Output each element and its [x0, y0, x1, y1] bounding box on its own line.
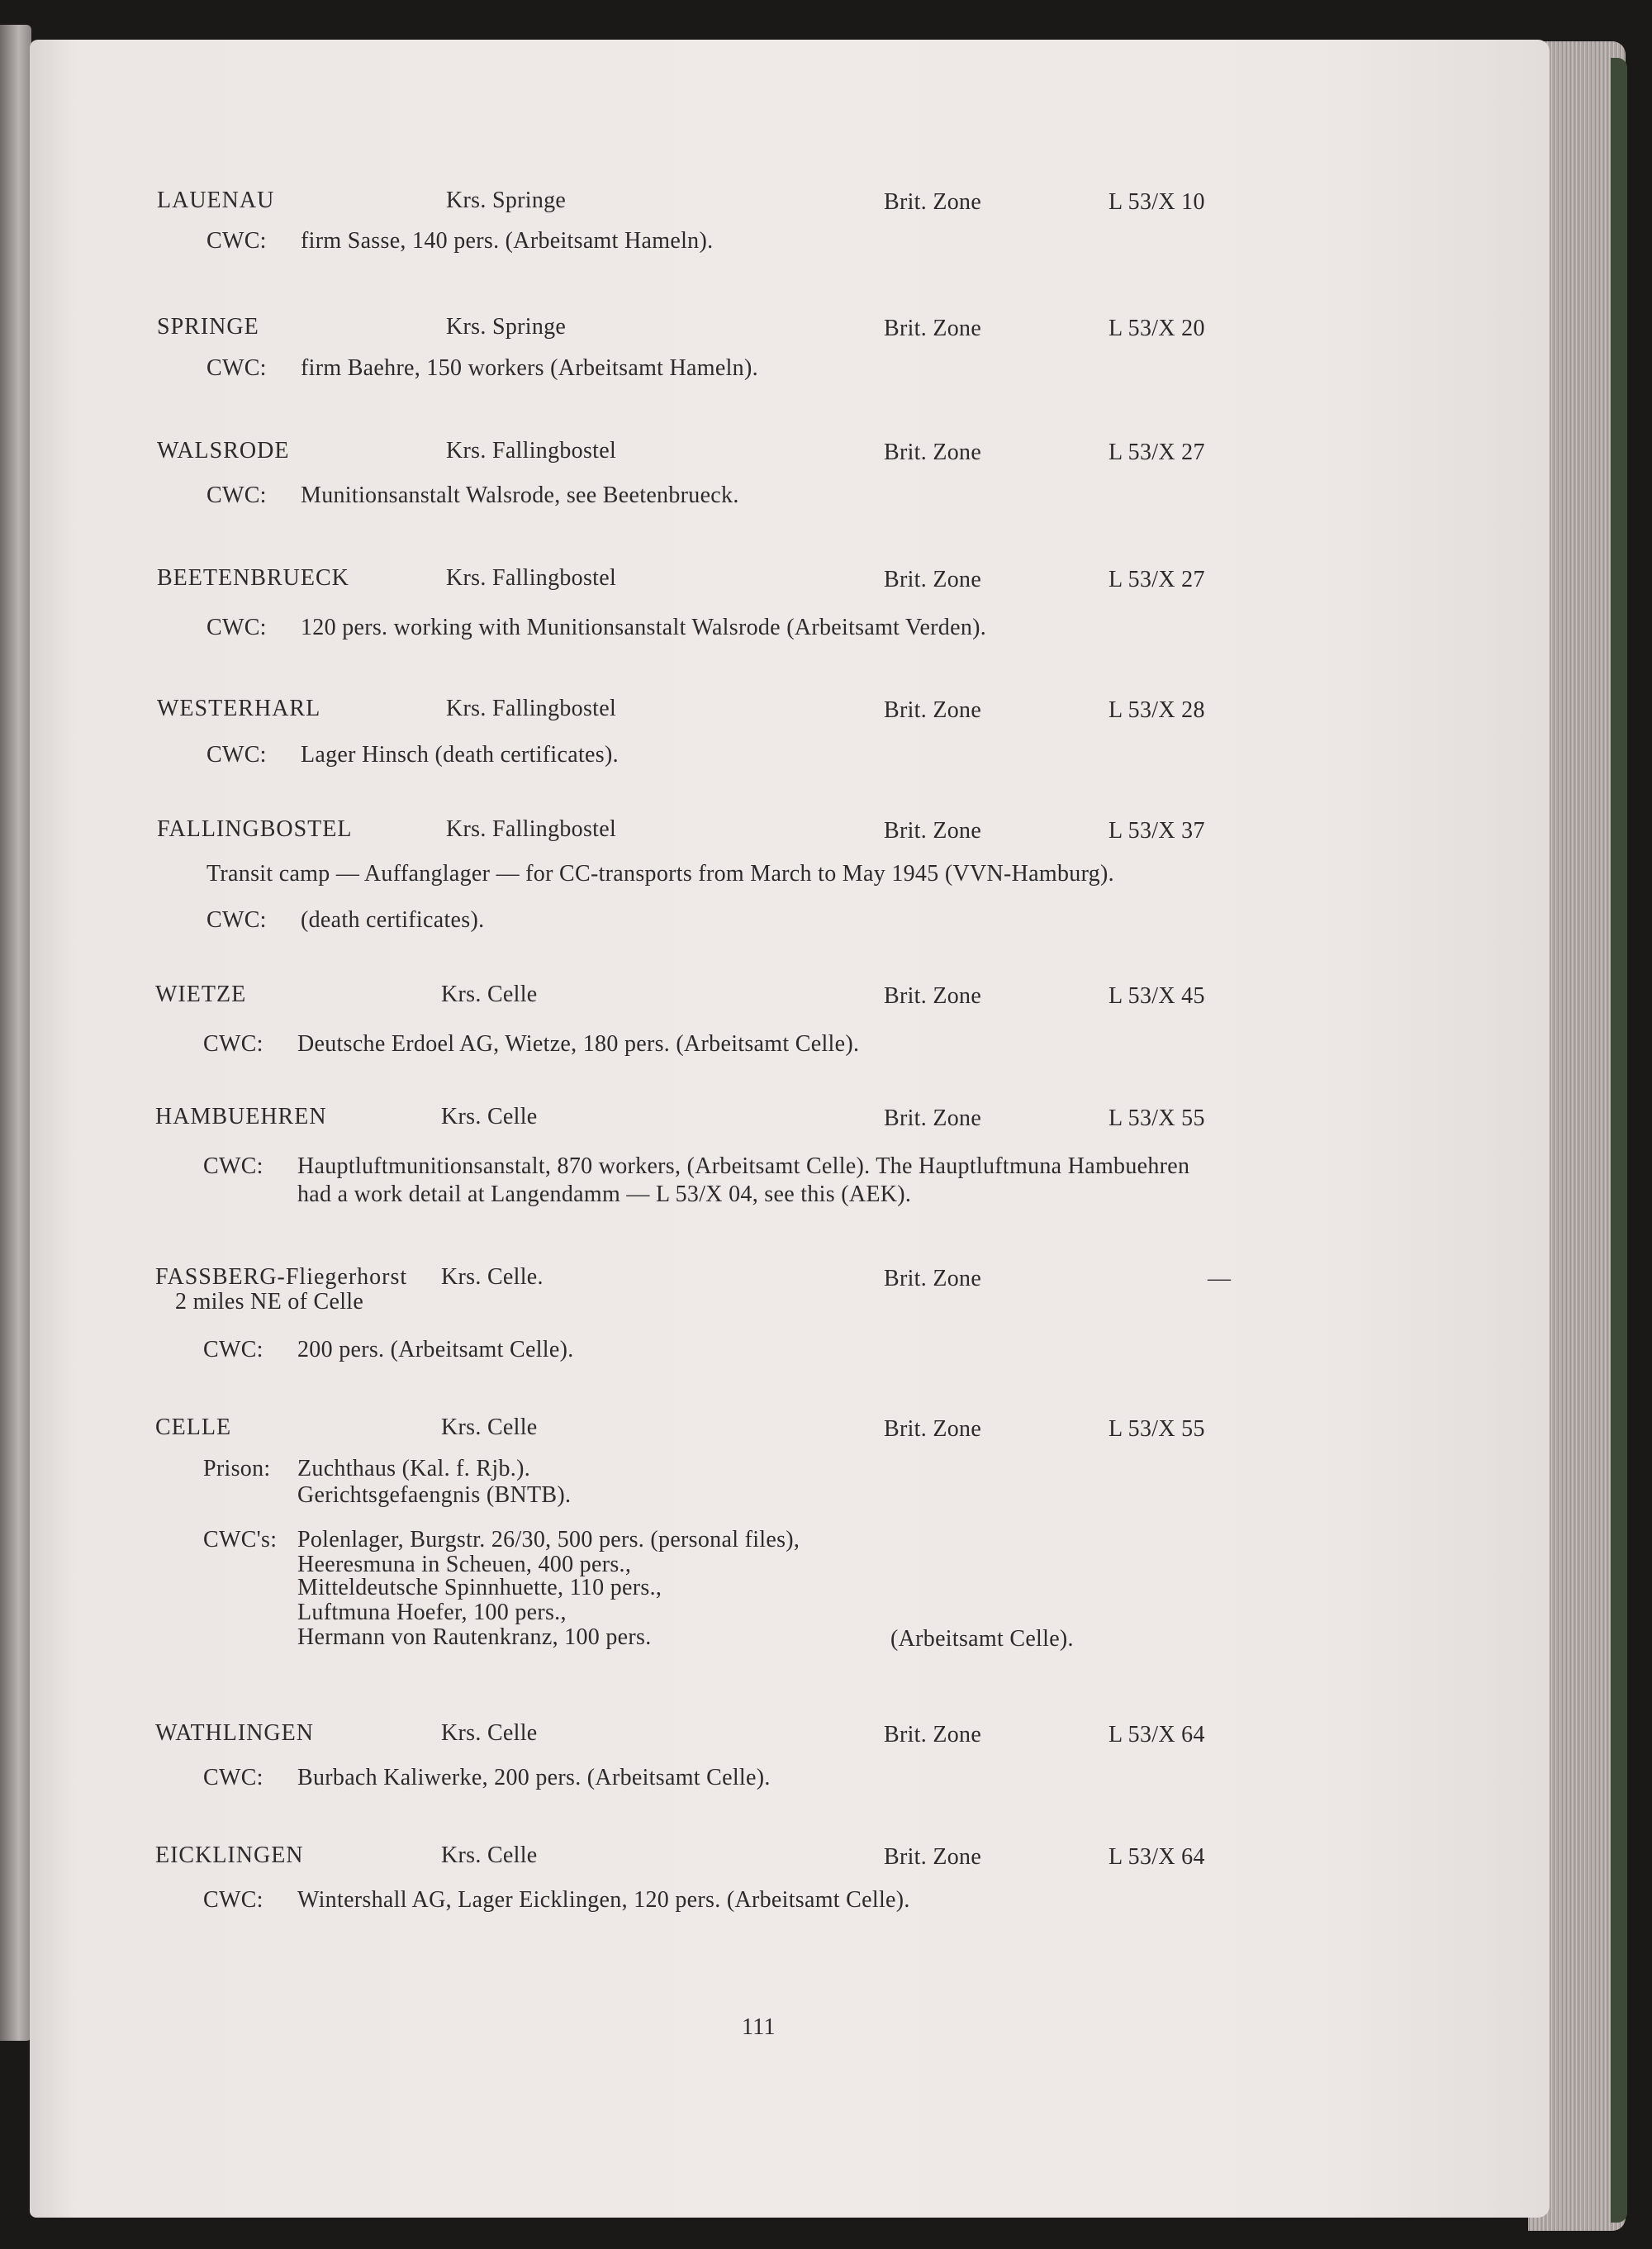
entry-line-text: Munitionsanstalt Walsrode, see Beetenbrueck.: [301, 483, 739, 508]
entry-district: Krs. Celle: [441, 1720, 538, 1746]
entry-line-label: CWC:: [206, 483, 267, 508]
entry-place-name: SPRINGE: [157, 314, 259, 340]
entry-zone: Brit. Zone: [884, 1105, 982, 1131]
entry-line-label: CWC:: [203, 1887, 263, 1913]
entry-place-name: WALSRODE: [157, 438, 290, 464]
entry-side-note: (Arbeitsamt Celle).: [890, 1626, 1074, 1652]
entry-district: Krs. Fallingbostel: [446, 816, 617, 842]
entry-line-text: Lager Hinsch (death certificates).: [301, 742, 619, 768]
entry-district: Krs. Fallingbostel: [446, 696, 617, 721]
entry-place-name: BEETENBRUECK: [157, 565, 349, 591]
entry-line-label: CWC:: [206, 615, 267, 640]
entry-place-name: FASSBERG-Fliegerhorst: [155, 1264, 408, 1290]
entry-code: L 53/X 28: [1108, 697, 1205, 723]
entry-line-label: CWC:: [203, 1031, 263, 1057]
entry-district: Krs. Springe: [446, 314, 567, 340]
entry-zone: Brit. Zone: [884, 983, 982, 1009]
entry-district: Krs. Celle: [441, 1415, 538, 1440]
entry-zone: Brit. Zone: [884, 1844, 982, 1870]
entry-line-text: firm Baehre, 150 workers (Arbeitsamt Hameln).: [301, 355, 758, 381]
entry-zone: Brit. Zone: [884, 697, 982, 723]
entry-place-name: WIETZE: [155, 982, 247, 1007]
entry-line-text: Hermann von Rautenkranz, 100 pers.: [297, 1624, 652, 1650]
entry-line-text: (death certificates).: [301, 907, 485, 933]
entry-line-text: Zuchthaus (Kal. f. Rjb.).: [297, 1456, 530, 1481]
entry-note: Transit camp — Auffanglager — for CC-transports from March to May 1945 (VVN-Hamburg).: [206, 861, 1114, 887]
entry-line-text: Polenlager, Burgstr. 26/30, 500 pers. (personal files),: [297, 1527, 800, 1552]
entry-district: Krs. Fallingbostel: [446, 565, 617, 591]
entry-line-text: Hauptluftmunitionsanstalt, 870 workers, (Arbeitsamt Celle). The Hauptluftmuna Hambuehren: [297, 1153, 1190, 1179]
entry-place-name: WESTERHARL: [157, 696, 321, 721]
entry-line-label: CWC:: [203, 1765, 263, 1790]
entry-code: L 53/X 37: [1108, 818, 1205, 844]
entry-line-label: CWC:: [206, 228, 267, 254]
entry-line-label: CWC's:: [203, 1527, 278, 1552]
entry-zone: Brit. Zone: [884, 189, 982, 215]
entry-zone: Brit. Zone: [884, 440, 982, 465]
entry-zone: Brit. Zone: [884, 1416, 982, 1442]
entry-zone: Brit. Zone: [884, 1722, 982, 1747]
entry-district: Krs. Celle: [441, 1104, 538, 1129]
entry-place-name: LAUENAU: [157, 188, 275, 213]
entry-district: Krs. Celle.: [441, 1264, 544, 1290]
entry-line-text: Wintershall AG, Lager Eicklingen, 120 pers. (Arbeitsamt Celle).: [297, 1887, 910, 1913]
entry-line-text: Luftmuna Hoefer, 100 pers.,: [297, 1600, 567, 1625]
page-number: 111: [742, 2014, 776, 2040]
entry-code: L 53/X 27: [1108, 567, 1205, 592]
entry-line-label: CWC:: [203, 1153, 263, 1179]
entry-zone: Brit. Zone: [884, 1266, 982, 1291]
entry-line-label: Prison:: [203, 1456, 271, 1481]
entry-code: L 53/X 55: [1108, 1416, 1205, 1442]
entry-code: L 53/X 64: [1108, 1844, 1205, 1870]
entry-line-text: had a work detail at Langendamm — L 53/X 04, see this (AEK).: [297, 1182, 912, 1207]
entry-code: L 53/X 45: [1108, 983, 1205, 1009]
entry-zone: Brit. Zone: [884, 567, 982, 592]
entry-subname: 2 miles NE of Celle: [175, 1289, 364, 1315]
entry-district: Krs. Springe: [446, 188, 567, 213]
entry-line-text: Mitteldeutsche Spinnhuette, 110 pers.,: [297, 1575, 662, 1600]
entry-zone: Brit. Zone: [884, 818, 982, 844]
entry-place-name: WATHLINGEN: [155, 1720, 314, 1746]
entry-line-text: Heeresmuna in Scheuen, 400 pers.,: [297, 1552, 632, 1577]
entry-code: L 53/X 27: [1108, 440, 1205, 465]
entry-code: L 53/X 20: [1108, 316, 1205, 341]
entry-line-text: 120 pers. working with Munitionsanstalt Walsrode (Arbeitsamt Verden).: [301, 615, 987, 640]
entry-line-text: 200 pers. (Arbeitsamt Celle).: [297, 1337, 574, 1362]
entry-place-name: HAMBUEHREN: [155, 1104, 327, 1129]
entry-line-text: Gerichtsgefaengnis (BNTB).: [297, 1482, 572, 1508]
entry-place-name: FALLINGBOSTEL: [157, 816, 353, 842]
entry-zone: Brit. Zone: [884, 316, 982, 341]
entry-line-label: CWC:: [206, 355, 267, 381]
entry-line-text: Deutsche Erdoel AG, Wietze, 180 pers. (Arbeitsamt Celle).: [297, 1031, 860, 1057]
entry-line-text: Burbach Kaliwerke, 200 pers. (Arbeitsamt Celle).: [297, 1765, 771, 1790]
entry-district: Krs. Fallingbostel: [446, 438, 617, 464]
entry-code: L 53/X 55: [1108, 1105, 1205, 1131]
entry-district: Krs. Celle: [441, 1842, 538, 1868]
entry-code: L 53/X 64: [1108, 1722, 1205, 1747]
entry-place-name: EICKLINGEN: [155, 1842, 304, 1868]
entry-line-label: CWC:: [206, 907, 267, 933]
entry-code: —: [1208, 1266, 1232, 1291]
entry-line-text: firm Sasse, 140 pers. (Arbeitsamt Hameln).: [301, 228, 714, 254]
entry-line-label: CWC:: [206, 742, 267, 768]
entry-code: L 53/X 10: [1108, 189, 1205, 215]
entry-place-name: CELLE: [155, 1415, 232, 1440]
entry-line-label: CWC:: [203, 1337, 263, 1362]
entry-district: Krs. Celle: [441, 982, 538, 1007]
